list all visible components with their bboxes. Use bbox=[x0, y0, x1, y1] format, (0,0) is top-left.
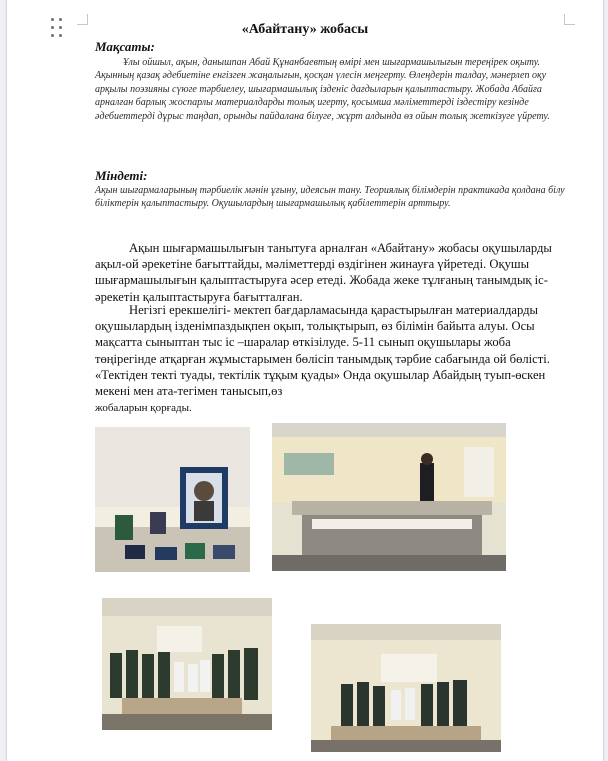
paragraph-2-tail: жобаларын қорғады. bbox=[95, 402, 192, 415]
task-heading: Міндеті: bbox=[95, 168, 148, 183]
task-text: Ақын шығармаларының тәрбиелік мәнін ұғыну, идеясын тану. Теориялық білімдерін практикада қолдана білу біліктерін қалыптастыру. Оқушылардың шығармашылық қабілеттерін арттыру. bbox=[95, 185, 565, 210]
document-title: «Абайтану» жобасы bbox=[241, 22, 369, 37]
photo-classroom-presentation bbox=[272, 423, 506, 571]
goal-text bbox=[95, 56, 567, 123]
paragraph-1 bbox=[95, 240, 571, 305]
goal-text-content: Ұлы ойшыл, ақын, данышпан Абай Құнанбаевтың өмірі мен шығармашылығын тереңірек оқыту. Ақынның қазақ әдебиетіне енгізген жаңалығын, қосқан үлесін меңгерту. Өлеңдерін талдау, мәнерлеп оқу арқылы поэзияны сүюге тәрбиелеу, шығармашылық ізденіс дағдыларын қалыптастыру. Жобада Абайға арналған барлық жоспарлы материалдарды толық игерту, қосымша мәліметтерді іздестіру кезінде әдебиеттерді дұрыс таңдап, орынды пайдалана білуге, жұрт алдында өз ойын толық жеткізуге үйрету. bbox=[95, 57, 550, 122]
paragraph-2-content: Негізгі ерекшелігі- мектеп бағдарламасында қарастырылған материалдарды оқушылардың ізденімпаздықпен оқып, толықтырып, өз білімін байыта алуы. Осы мақсатта сыныптан тыс іс –шаралар өткізілуде. 5-11 сынып оқушылары жоба төңірегінде атқарған жұмыстарымен бөлісіп танымдық тәрбие сабағында ой бөлісті. «Тектіден текті туады, тектілік тұқым қуады» Онда оқушылар Абайдың туып-өскен мекені мен ата-тегімен танысып,өз bbox=[95, 303, 550, 399]
goal-heading: Мақсаты: bbox=[95, 39, 155, 54]
document-page bbox=[6, 0, 604, 761]
photo-students-group-1 bbox=[102, 598, 272, 730]
paragraph-1-content: Ақын шығармашылығын танытуға арналған «Абайтану» жобасы оқушыларды ақыл-ой әрекетіне бағыттайды, мәліметтерді өздігінен жинауға үйретеді. Оқушы шығармашылығын қалыптастыруға әсер етеді. Жобада жеке тұлғаның танымдық іс-әрекетін қалыптастыруға бағытталған. bbox=[95, 241, 552, 304]
photo-abai-portrait-display bbox=[95, 427, 250, 572]
photo-students-group-2 bbox=[311, 624, 501, 752]
paragraph-2 bbox=[95, 302, 571, 415]
